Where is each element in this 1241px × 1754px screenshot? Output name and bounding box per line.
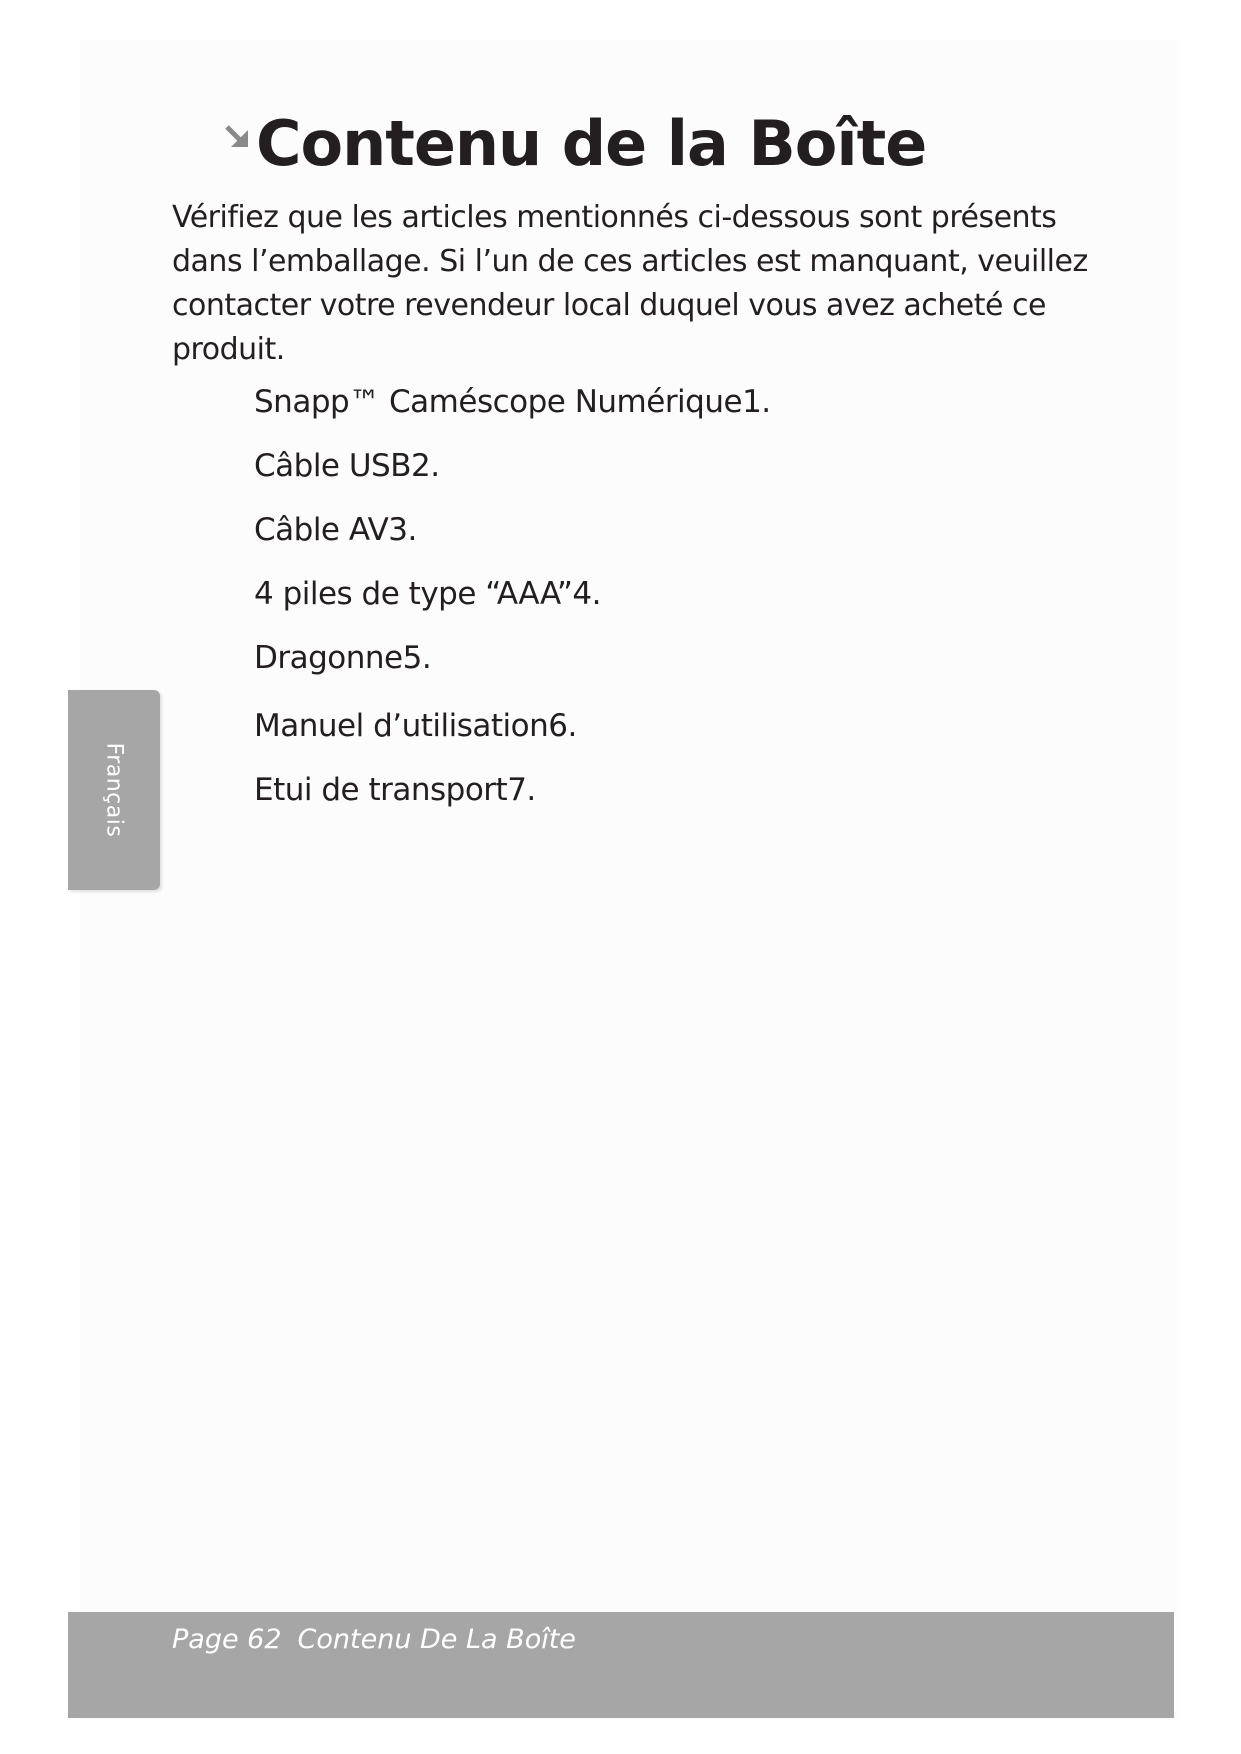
arrow-down-right-icon	[222, 120, 254, 152]
list-item: 4 piles de type “AAA”4.	[254, 576, 601, 612]
footer-bar	[68, 1612, 1174, 1718]
intro-paragraph: Vérifiez que les articles mentionnés ci-dessous sont présents dans l’emballage. Si l’un de ces articles est manquant, veuillez contacter votre revendeur local duquel vous avez acheté ce produit.	[172, 200, 1088, 367]
footer-page-number: Page 62	[172, 1624, 282, 1655]
list-item: Câble AV3.	[254, 512, 417, 548]
footer-section-title: Contenu De La Boîte	[297, 1624, 576, 1655]
list-item: Dragonne5.	[254, 640, 432, 676]
footer-text	[172, 1624, 576, 1655]
list-item: Câble USB2.	[254, 448, 440, 484]
list-item: Etui de transport7.	[254, 772, 536, 808]
page-title-text: Contenu de la Boîte	[256, 106, 927, 180]
list-item: Snapp™ Caméscope Numérique1.	[254, 384, 771, 420]
list-item: Manuel d’utilisation6.	[254, 708, 577, 744]
contents-list	[254, 380, 771, 832]
page-title	[222, 98, 926, 188]
language-tab-label: Français	[101, 742, 127, 838]
language-tab[interactable]	[68, 690, 160, 890]
